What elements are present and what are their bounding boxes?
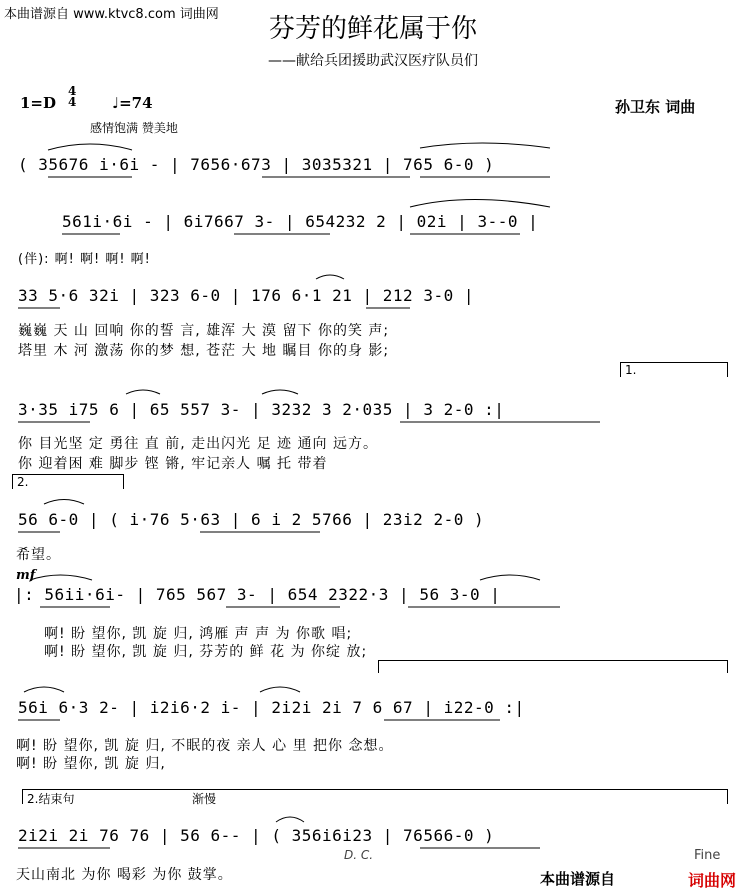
song-subtitle: ——献给兵团援助武汉医疗队员们 [268,53,478,69]
ending-label: 2.结束句 [27,792,75,806]
tempo-mark: ♩=74 [112,94,153,112]
slur [24,687,64,692]
notation-line-2: 561i·6i - | 6i7667 3- | 654232 2 | 02i | 3--0 | [62,212,539,231]
lyric-line-6a: 啊! 盼 望你, 凯 旋 归, 鸿雁 声 声 为 你歌 唱; [44,626,353,642]
footer-site-logo: 词曲网 [688,871,737,890]
slur [48,144,132,150]
expression-mark: 感情饱满 赞美地 [90,121,178,135]
key-signature: 1=D [20,94,57,112]
slur [316,275,344,279]
slur [480,575,540,580]
notation-line-3: 33 5·6 32i | 323 6-0 | 176 6·1 21 | 212 3-0 | [18,286,474,305]
dynamic-mark: mf [16,568,36,583]
slur [276,817,304,822]
lyric-line-2: (伴): 啊! 啊! 啊! 啊! [18,252,151,267]
song-title: 芬芳的鲜花属于你 [268,14,477,44]
lyric-line-5: 希望。 [16,547,61,563]
lyric-line-6b: 啊! 盼 望你, 凯 旋 归, 芬芳的 鲜 花 为 你绽 放; [44,644,368,660]
slur [420,143,550,148]
volta-2-label: 2. [17,475,29,489]
lyric-line-7b: 啊! 盼 望你, 凯 旋 归, [16,756,166,772]
time-bottom: 4 [68,95,77,109]
credits: 孙卫东 词曲 [615,98,696,116]
lyric-line-4b: 你 迎着困 难 脚步 铿 锵, 牢记亲人 嘱 托 带着 [18,456,328,472]
notation-line-5: 56 6-0 | ( i·76 5·63 | 6 i 2 5766 | 23i2 2-0 ) [18,510,485,529]
time-top: 4 [68,84,77,98]
slur [30,575,92,580]
slur [44,500,84,505]
volta-1-label: 1. [625,363,637,377]
slur [126,390,160,394]
source-watermark: 本曲谱源自 www.ktvc8.com 词曲网 [4,7,219,22]
footer-source: 本曲谱源自 [540,870,616,888]
notation-line-4: 3·35 i75 6 | 65 557 3- | 3232 3 2·035 | 3 2-0 :| [18,400,505,419]
da-capo-mark: D. C. [344,848,374,862]
notation-line-7: 56i 6·3 2- | i2i6·2 i- | 2i2i 2i 7 6 67 | i22-0 :| [18,698,525,717]
notation-line-8: 2i2i 2i 76 76 | 56 6-- | ( 356i6i23 | 76566-0 ) [18,826,495,845]
notation-line-6: |: 56ii·6i- | 765 567 3- | 654 2322·3 | 56 3-0 | [14,585,501,604]
tempo-change-mark: 渐慢 [192,792,217,806]
slur [262,390,298,394]
lyric-line-4a: 你 目光坚 定 勇往 直 前, 走出闪光 足 迹 通向 远方。 [18,436,378,452]
notation-line-1: ( 35676 i·6i - | 7656·673 | 3035321 | 765 6-0 ) [18,155,495,174]
lyric-line-3a: 巍巍 天 山 回响 你的誓 言, 雄浑 大 漠 留下 你的笑 声; [18,323,390,339]
lyric-line-7a: 啊! 盼 望你, 凯 旋 归, 不眠的夜 亲人 心 里 把你 念想。 [16,738,394,754]
lyric-line-3b: 塔里 木 河 激荡 你的梦 想, 苍茫 大 地 瞩目 你的身 影; [18,343,390,359]
slur [410,200,550,208]
fine-mark: Fine [694,848,721,863]
lyric-line-8: 天山南北 为你 喝彩 为你 鼓掌。 [16,867,233,883]
slur [260,687,300,692]
